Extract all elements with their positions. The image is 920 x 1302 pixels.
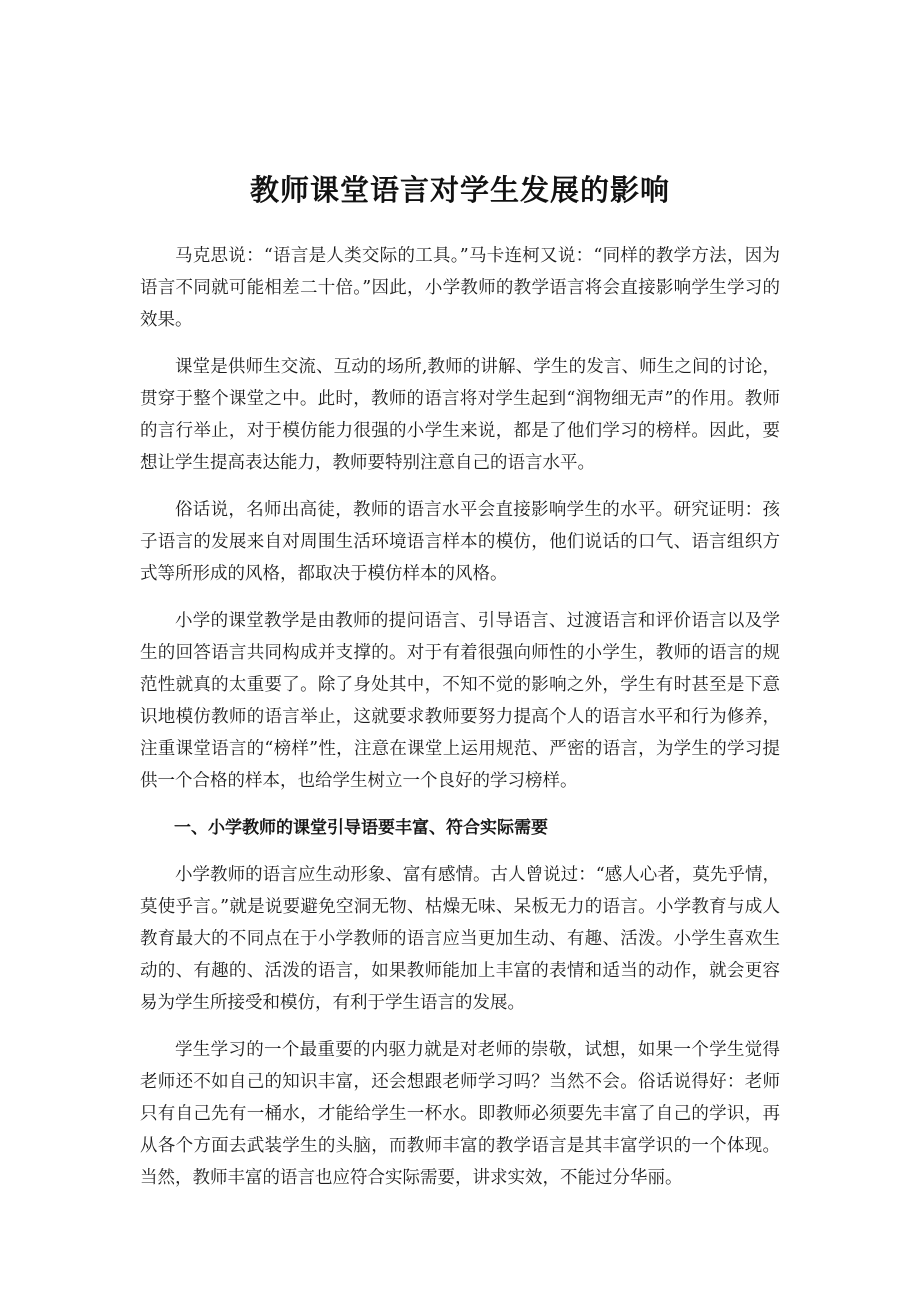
paragraph: 小学的课堂教学是由教师的提问语言、引导语言、过渡语言和评价语言以及学生的回答语言共同构成并支撑的。对于有着很强向师性的小学生，教师的语言的规范性就真的太重要了。除了身处其中，不知不觉的影响之外，学生有时甚至是下意识地模仿教师的语言举止，这就要求教师要努力提高个人的语言水平和行为修养，注重课堂语言的“榜样”性，注意在课堂上运用规范、严密的语言，为学生的学习提供一个合格的样本，也给学生树立一个良好的学习榜样。 [140,611,780,791]
section-heading: 一、小学教师的课堂引导语要丰富、符合实际需要 [174,818,548,838]
paragraph: 小学教师的语言应生动形象、富有感情。古人曾说过：“感人心者，莫先乎情，莫使乎言。”就是说要避免空洞无物、枯燥无味、呆板无力的语言。小学教育与成人教育最大的不同点在于小学教师的语言应当更加生动、有趣、活泼。小学生喜欢生动的、有趣的、活泼的语言，如果教师能加上丰富的表情和适当的动作，就会更容易为学生所接受和模仿，有利于学生语言的发展。 [140,865,780,1013]
paragraph: 学生学习的一个最重要的内驱力就是对老师的崇敬，试想，如果一个学生觉得老师还不如自己的知识丰富，还会想跟老师学习吗？当然不会。俗话说得好：老师只有自己先有一桶水，才能给学生一杯水。即教师必须要先丰富了自己的学识，再从各个方面去武装学生的头脑，而教师丰富的教学语言是其丰富学识的一个体现。当然，教师丰富的语言也应符合实际需要，讲求实效，不能过分华丽。 [140,1040,780,1188]
paragraph: 马克思说：“语言是人类交际的工具。”马卡连柯又说：“同样的教学方法，因为语言不同就可能相差二十倍。”因此，小学教师的教学语言将会直接影响学生学习的效果。 [140,246,780,330]
page-title: 教师课堂语言对学生发展的影响 [249,173,670,207]
paragraph: 俗话说，名师出高徒，教师的语言水平会直接影响学生的水平。研究证明：孩子语言的发展来自对周围生活环境语言样本的模仿，他们说话的口气、语言组织方式等所形成的风格，都取决于模仿样本的风格。 [140,500,780,584]
document-body [140,240,780,1209]
paragraph: 课堂是供师生交流、互动的场所,教师的讲解、学生的发言、师生之间的讨论，贯穿于整个课堂之中。此时，教师的语言将对学生起到“润物细无声”的作用。教师的言行举止，对于模仿能力很强的小学生来说，都是了他们学习的榜样。因此，要想让学生提高表达能力，教师要特别注意自己的语言水平。 [140,357,780,473]
